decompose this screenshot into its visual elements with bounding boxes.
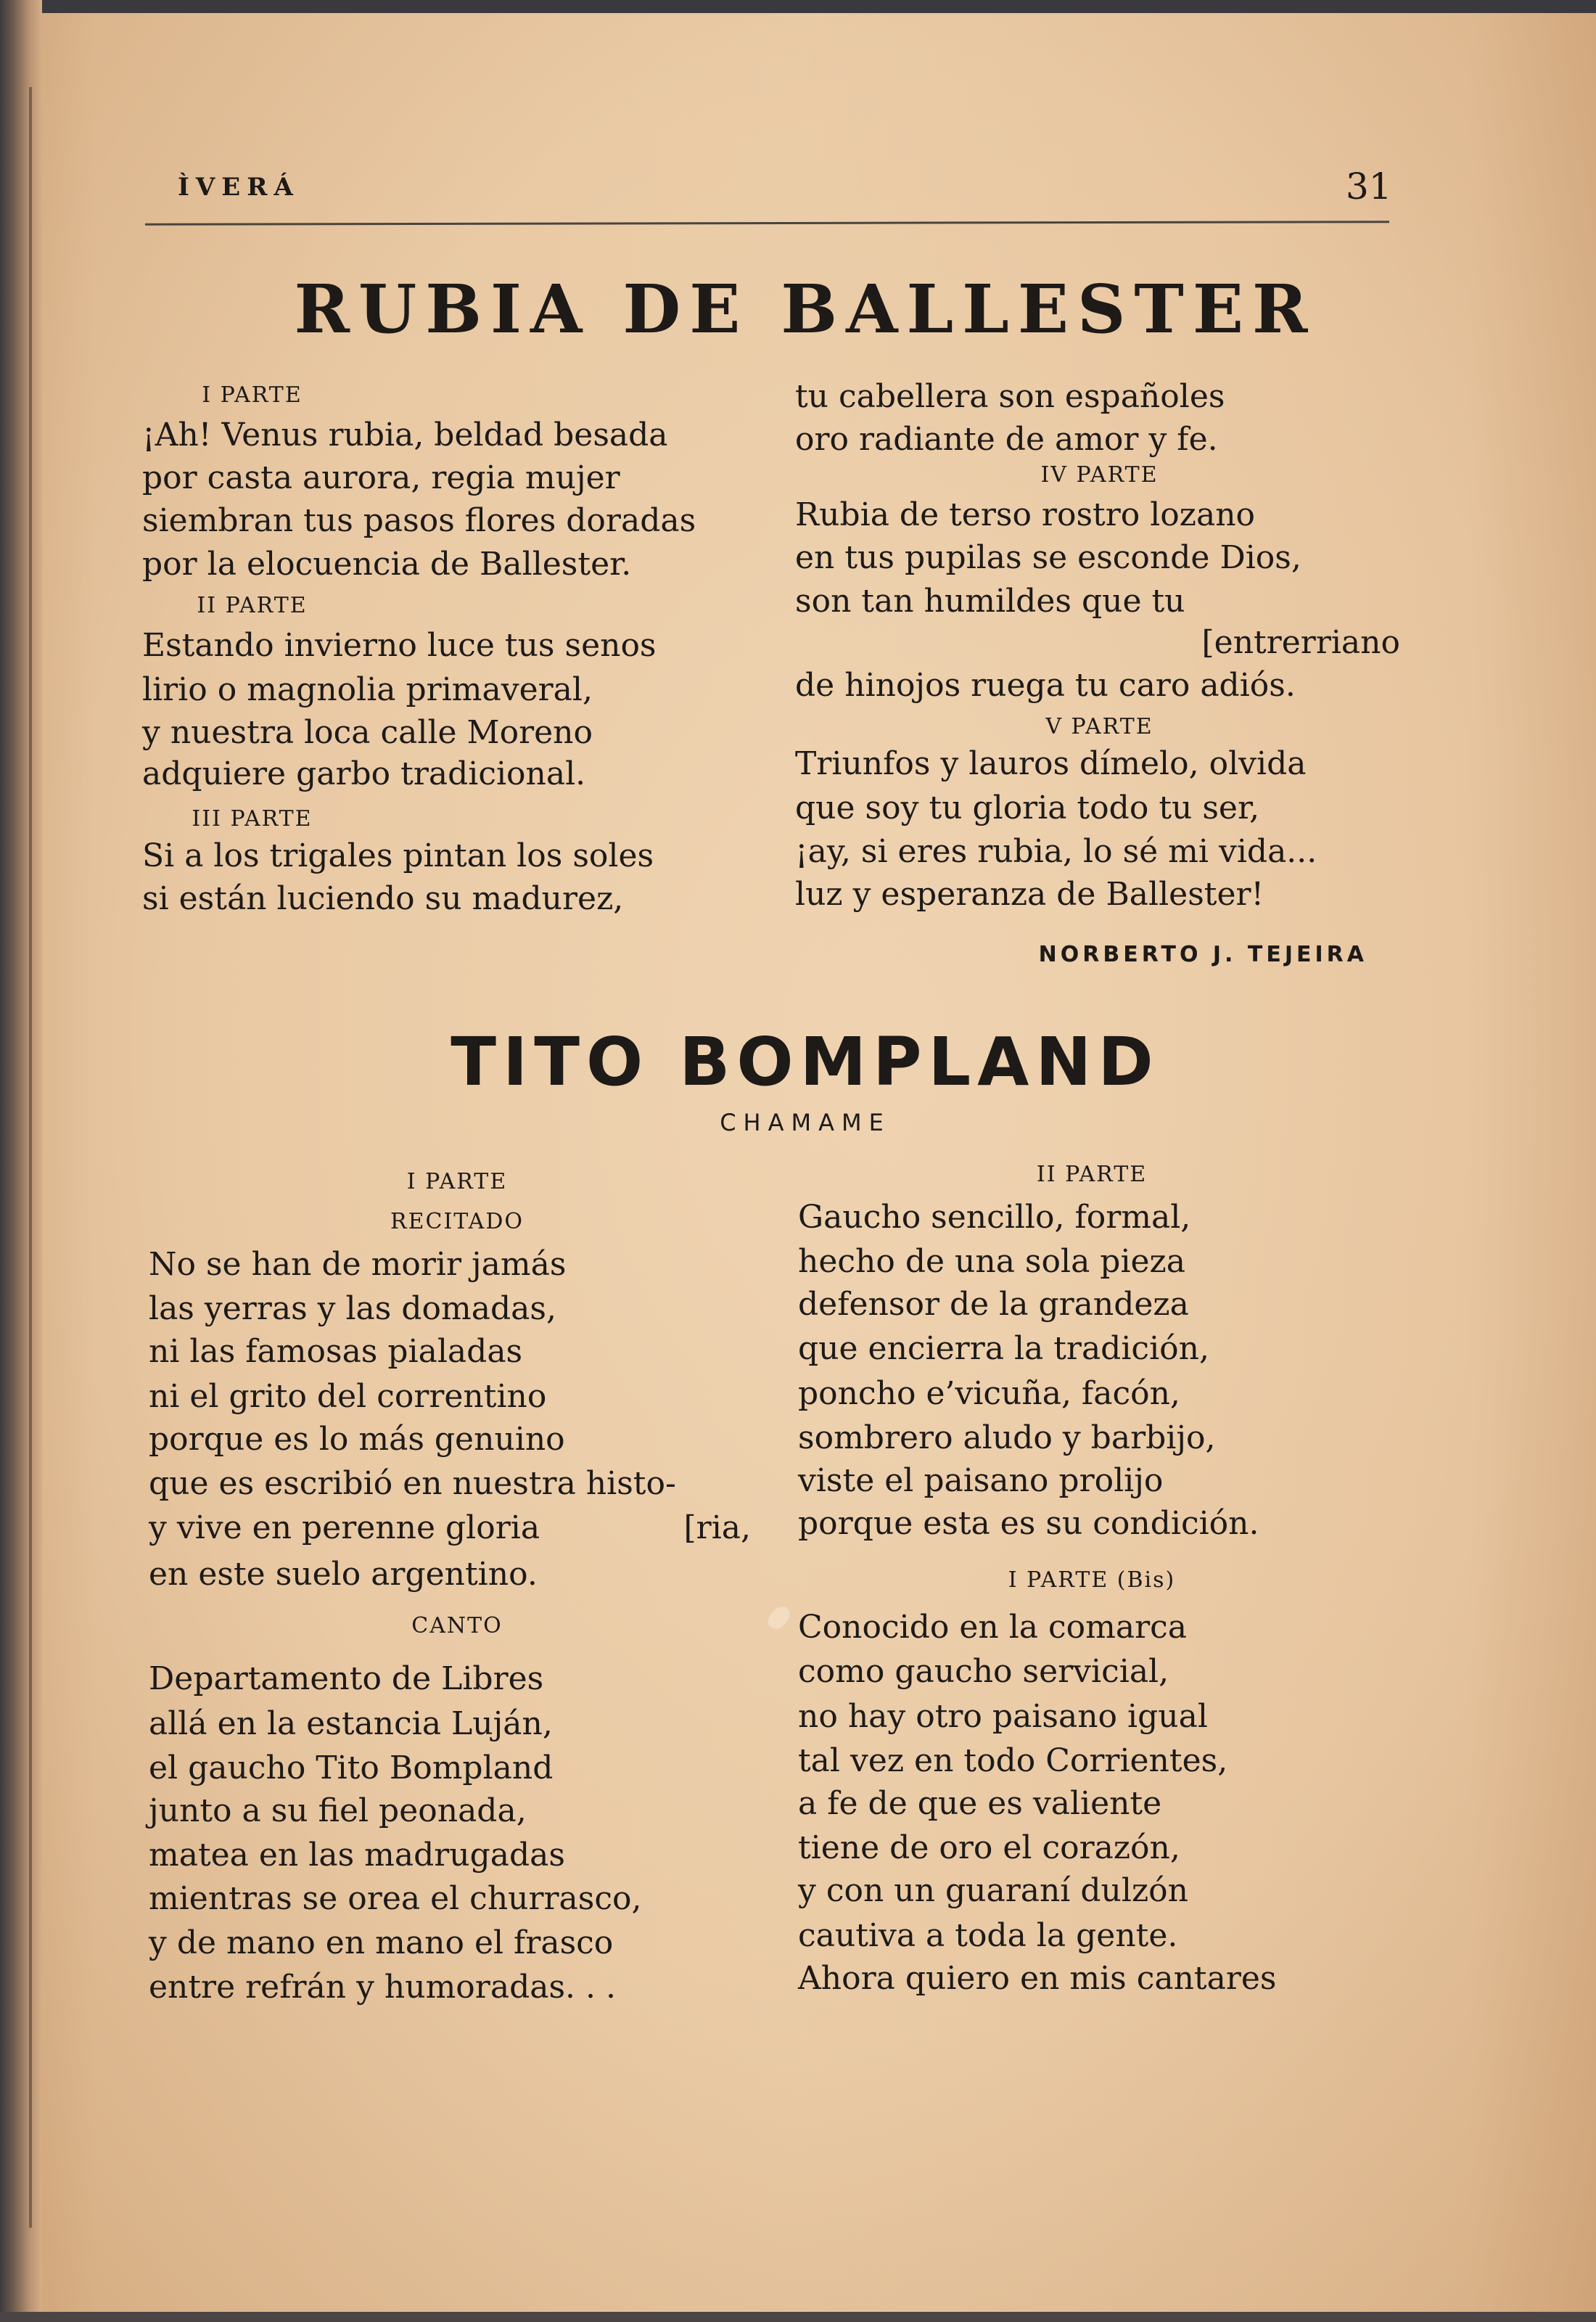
section-heading: II PARTE [1036,1162,1148,1187]
verse-line: Rubia de terso rostro lozano [795,496,1256,533]
verse-line: mientras se orea el churrasco, [149,1880,642,1917]
verse-line: en este suelo argentino. [149,1556,538,1593]
poem-title: TITO BOMPLAND [451,1023,1160,1101]
verse-line: Ahora quiero en mis cantares [798,1960,1277,1997]
verse-line: matea en las madrugadas [149,1837,565,1874]
verse-line: que es escribió en nuestra histo- [149,1465,676,1502]
verse-line: siembran tus pasos flores doradas [142,502,696,539]
scan-top-edge [0,0,1596,13]
section-heading: III PARTE [192,806,313,832]
page-number: 31 [1346,165,1392,208]
verse-line: No se han de morir jamás [149,1246,567,1283]
verse-line: adquiere garbo tradicional. [142,755,586,792]
section-heading: CANTO [411,1613,503,1638]
verse-line: tal vez en todo Corrientes, [798,1742,1228,1779]
section-heading: RECITADO [390,1209,524,1234]
verse-line: Gaucho sencillo, formal, [798,1199,1191,1236]
verse-line: luz y esperanza de Ballester! [795,876,1264,913]
author-signature: NORBERTO J. TEJEIRA [1038,942,1367,967]
verse-line: porque es lo más genuino [149,1421,565,1458]
verse-line: porque esta es su condición. [798,1505,1259,1542]
verse-line-overflow: [entrerriano [1201,624,1400,661]
verse-line-overflow: [ria, [683,1509,751,1546]
section-heading: I PARTE [406,1169,508,1194]
verse-line: ni el grito del correntino [149,1378,547,1415]
verse-line: si están luciendo su madurez, [142,880,624,917]
verse-line: y de mano en mano el frasco [149,1924,614,1961]
verse-line: el gaucho Tito Bompland [149,1749,554,1786]
verse-line: ¡Ah! Venus rubia, beldad besada [142,417,668,454]
verse-line: no hay otro paisano igual [798,1698,1208,1735]
verse-line: entre refrán y humoradas. . . [149,1969,616,2006]
verse-line: Triunfos y lauros dímelo, olvida [795,745,1307,782]
verse-line: Conocido en la comarca [798,1609,1187,1646]
section-heading: I PARTE [202,382,303,408]
verse-line: son tan humildes que tu [795,583,1185,620]
verse-line: tu cabellera son españoles [795,378,1225,415]
verse-line: por casta aurora, regia mujer [142,459,620,496]
verse-line: que soy tu gloria todo tu ser, [795,789,1260,826]
section-heading: IV PARTE [1040,462,1159,488]
poem-title: RUBIA DE BALLESTER [294,270,1317,348]
verse-line: allá en la estancia Luján, [149,1705,553,1742]
verse-line: que encierra la tradición, [798,1330,1209,1367]
verse-line: ¡ay, si eres rubia, lo sé mi vida... [795,833,1317,870]
book-spine [0,0,42,2322]
verse-line: lirio o magnolia primaveral, [142,671,593,708]
verse-line: tiene de oro el corazón, [798,1829,1180,1866]
section-heading: II PARTE [197,593,308,618]
verse-line: las yerras y las domadas, [149,1290,556,1327]
verse-line: Estando invierno luce tus senos [142,627,657,664]
verse-line: oro radiante de amor y fe. [795,421,1218,458]
verse-line: Si a los trigales pintan los soles [142,837,654,874]
verse-line: viste el paisano prolijo [798,1462,1164,1499]
poem-subtitle: CHAMAME [720,1109,891,1136]
verse-line: poncho e’vicuña, facón, [798,1375,1180,1412]
verse-line: sombrero aludo y barbijo, [798,1419,1216,1456]
verse-line: ni las famosas pialadas [149,1333,523,1370]
verse-line: y vive en perenne gloria [149,1509,540,1546]
verse-line: hecho de una sola pieza [798,1243,1185,1280]
verse-line: cautiva a toda la gente. [798,1917,1178,1954]
verse-line: por la elocuencia de Ballester. [142,546,632,583]
section-heading: V PARTE [1045,714,1153,739]
verse-line: en tus pupilas se esconde Dios, [795,539,1301,576]
verse-line: como gaucho servicial, [798,1653,1169,1690]
verse-line: Departamento de Libres [149,1660,544,1697]
verse-line: a fe de que es valiente [798,1785,1162,1822]
verse-line: y con un guaraní dulzón [798,1872,1188,1909]
scan-bottom-edge [0,2312,1596,2322]
spine-fold-line [29,87,32,2228]
verse-line: junto a su fiel peonada, [149,1792,527,1829]
verse-line: de hinojos ruega tu caro adiós. [795,667,1296,704]
verse-line: defensor de la grandeza [798,1286,1189,1323]
section-heading: I PARTE (Bis) [1008,1567,1176,1593]
running-head: ÌVERÁ [178,173,300,202]
verse-line: y nuestra loca calle Moreno [142,714,593,751]
